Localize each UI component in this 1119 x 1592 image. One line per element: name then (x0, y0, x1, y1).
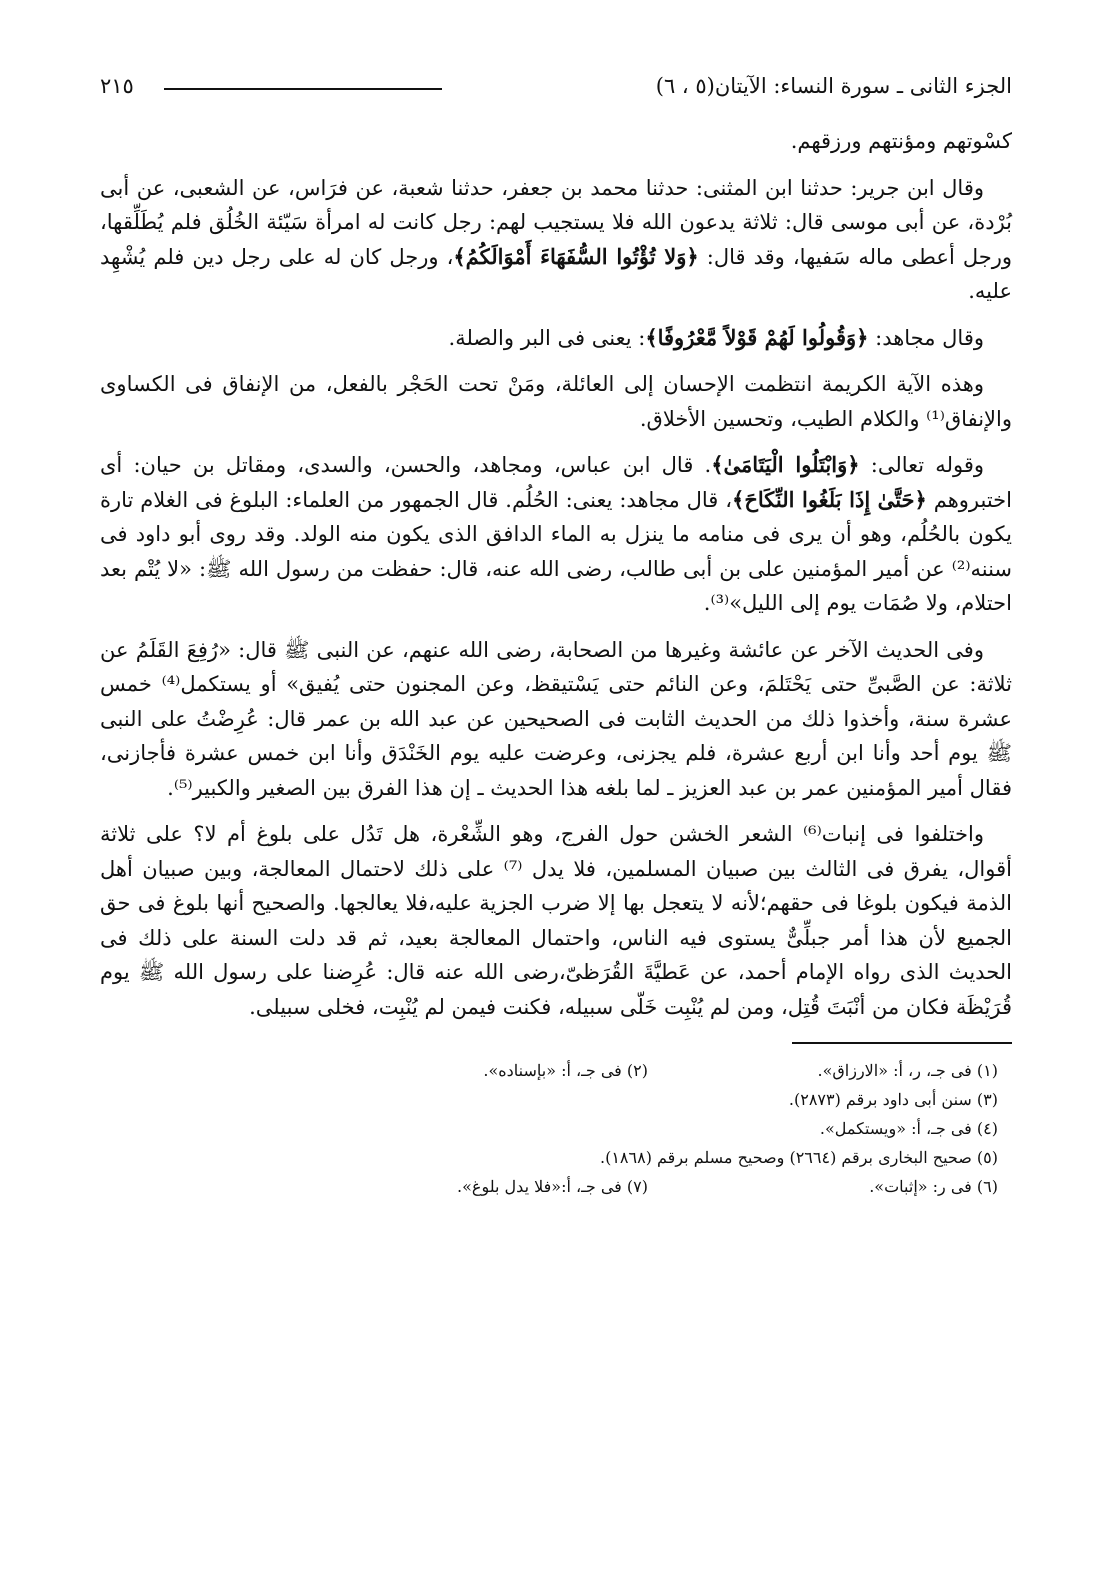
paragraph-7 (100, 817, 1012, 1024)
footnote: (١) فى جـ، ر، أ: «الارزاق». (817, 1061, 998, 1080)
paragraph-text: كسْوتهم ومؤنتهم ورزقهم. (790, 129, 1012, 153)
body-text (100, 124, 1012, 1024)
paragraph-text: وقال مجاهد: (868, 325, 984, 350)
footnote-separator (792, 1042, 1012, 1044)
quran-verse: ﴿وَابْتَلُوا الْيَتَامَىٰ﴾ (711, 452, 860, 477)
footnote-row (100, 1114, 998, 1143)
footnote: (٥) صحيح البخارى برقم (٢٦٦٤) وصحيح مسلم برقم (١٨٦٨). (600, 1148, 998, 1167)
paragraph-text: ، قال مجاهد: يعنى: الحُلُم. قال الجمهور من العلماء: البلوغ فى الغلام تارة يكون بالحُلُم، وهو أن يرى فى منامه ما ينزل به الماء الدافق الذى يكون منه الولد. وقد روى أبو داود فى سننه⁽²⁾ عن أمير المؤمنين على بن أبى طالب، رضى الله عنه، قال: حفظت من رسول الله ﷺ: «لا يُتْم بعد احتلام، ولا صُمَات يوم إلى الليل»⁽³⁾. (100, 487, 1012, 615)
header-rule (164, 88, 442, 90)
footnote: (٤) فى جـ، أ: «ويستكمل». (819, 1119, 998, 1138)
paragraph-1 (100, 124, 1012, 159)
paragraph-6 (100, 633, 1012, 806)
paragraph-text: وقال ابن جرير: حدثنا ابن المثنى: حدثنا محمد بن جعفر، حدثنا شعبة، عن فرَاس، عن الشعبى، عن أبى بُرْدة، عن أبى موسى قال: ثلاثة يدعون الله فلا يستجيب لهم: رجل كانت له امرأة سَيّئة الخُلُق فلم يُطَلِّقها، ورجل أعطى ماله سَفيها، وقد قال: (100, 175, 1013, 269)
footnote-row (100, 1172, 998, 1201)
paragraph-5 (100, 448, 1012, 621)
footnote-row (100, 1085, 998, 1114)
book-page (100, 66, 1012, 1201)
quran-verse: ﴿وَقُولُوا لَهُمْ قَوْلاً مَّعْرُوفًا﴾ (645, 324, 869, 350)
paragraph-4 (100, 367, 1012, 436)
page-header (100, 66, 1012, 106)
footnote-row (100, 1056, 998, 1085)
running-title: الجزء الثانى ـ سورة النساء: الآيتان(٥ ، ٦) (655, 74, 1012, 98)
paragraph-text: . قال ابن عباس، ومجاهد، والحسن، والسدى، ومقاتل بن حيان: أى اختبروهم (100, 453, 1012, 512)
footnote-row (100, 1143, 998, 1172)
paragraph-text: وقوله تعالى: (859, 453, 984, 477)
page-number: ٢١٥ (100, 74, 134, 98)
paragraph-text: واختلفوا فى إنبات⁽⁶⁾ الشعر الخشن حول الفرج، وهو الشِّعْرة، هل تَدُل على بلوغ أم لا؟ على ثلاثة أقوال، يفرق فى الثالث بين صبيان المسلمين، فلا يدل ⁽⁷⁾ على ذلك لاحتمال المعالجة، وبين صبيان أهل الذمة فيكون بلوغا فى حقهم؛لأنه لا يتعجل بها إلا ضرب الجزية عليه،فلا يعالجها. والصحيح أنها بلوغ فى حق الجميع لأن هذا أمر جبلِّىٌّ يستوى فيه الناس، واحتمال المعالجة بعيد، ثم قد دلت السنة على ذلك فى الحديث الذى رواه الإمام أحمد، عن عَطيَّةَ القُرَظىّ،رضى الله عنه قال: عُرِضنا على رسول الله ﷺ يوم قُرَيْظَة فكان من أنْبَتَ قُتِل، ومن لم يُنْبِت خَلّى سبيله، فكنت فيمن لم يُنْبِت، فخلى سبيلى. (100, 822, 1012, 1019)
footnote: (٦) فى ر: «إثبات». (869, 1177, 998, 1196)
paragraph-2 (100, 171, 1012, 309)
footnote: (٧) فى جـ، أ:«فلا يدل بلوغ». (457, 1177, 648, 1196)
paragraph-text: وفى الحديث الآخر عن عائشة وغيرها من الصحابة، رضى الله عنهم، عن النبى ﷺ قال: «رُفِعَ القَلَمُ عن ثلاثة: عن الصَّبىِّ حتى يَحْتَلمَ، وعن النائم حتى يَسْتيقظ، وعن المجنون حتى يُفيق» أو يستكمل⁽⁴⁾ خمس عشرة سنة، وأخذوا ذلك من الحديث الثابت فى الصحيحين عن عبد الله بن عمر قال: عُرِضْتُ على النبى ﷺ يوم أحد وأنا ابن أربع عشرة، فلم يجزنى، وعرضت عليه يوم الخَنْدَق وأنا ابن خمس عشرة فأجازنى، فقال أمير المؤمنين عمر بن عبد العزيز ـ لما بلغه هذا الحديث ـ إن هذا الفرق بين الصغير والكبير⁽⁵⁾. (100, 637, 1012, 800)
quran-verse: ﴿وَلا تُؤْتُوا السُّفَهَاءَ أَمْوَالَكُمُ﴾ (453, 243, 699, 269)
paragraph-3 (100, 321, 1012, 356)
footnote: (٣) سنن أبى داود برقم (٢٨٧٣). (788, 1090, 998, 1109)
footnotes (100, 1056, 1012, 1201)
paragraph-text: وهذه الآية الكريمة انتظمت الإحسان إلى العائلة، ومَنْ تحت الحَجْر بالفعل، من الإنفاق فى الكساوى والإنفاق⁽¹⁾ والكلام الطيب، وتحسين الأخلاق. (100, 372, 1012, 431)
quran-verse: ﴿حَتَّىٰ إِذَا بَلَغُوا النِّكَاحَ﴾ (732, 486, 927, 512)
footnote: (٢) فى جـ، أ: «بإسناده». (483, 1061, 648, 1080)
paragraph-text: : يعنى فى البر والصلة. (448, 325, 646, 350)
paragraph-text: ، ورجل كان له على رجل دين فلم يُشْهِد عليه. (100, 244, 1012, 303)
